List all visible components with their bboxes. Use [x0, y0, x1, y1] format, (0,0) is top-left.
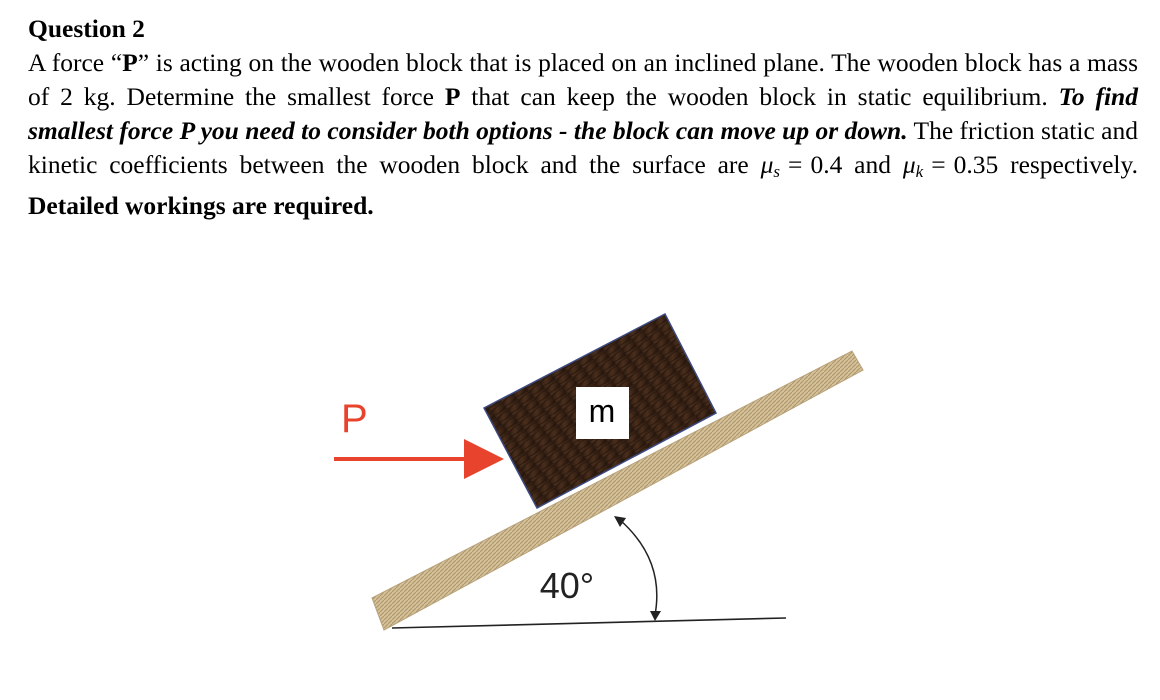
- angle-label: 40°: [539, 565, 595, 606]
- mu-s-equals: =: [788, 150, 803, 179]
- question-text-2: ” is acting on the wooden block that is placed on an inclined plane. The wooden block has a mass of 2 kg. Determine the smallest force: [28, 48, 1139, 111]
- angle-arc: [620, 520, 657, 615]
- mu-s-value: 0.4: [810, 150, 843, 179]
- question-title: Question 2: [28, 14, 145, 43]
- question-p-bold: P: [444, 82, 461, 111]
- ground-line: [392, 618, 786, 628]
- question-emphasis: To find smallest force P you need to consider both options - the block can move up or down.: [28, 82, 1138, 145]
- mu-k-equals: =: [931, 150, 946, 179]
- mu-s-symbol: μ: [760, 150, 774, 179]
- question-text-5: respectively.: [998, 150, 1138, 179]
- question-closing: Detailed workings are required.: [28, 191, 374, 220]
- angle-arc-arrowhead-top: [614, 516, 626, 527]
- mu-s-subscript: s: [773, 162, 781, 181]
- question-p-quote: P: [122, 48, 138, 77]
- and-word: and: [842, 150, 903, 179]
- mu-k-symbol: μ: [902, 150, 916, 179]
- mu-k-value: 0.35: [953, 150, 999, 179]
- question-text-3: that can keep the wooden block in static equilibrium.: [460, 82, 1059, 111]
- mass-label: m: [588, 393, 616, 429]
- question-text-4: The friction static and kinetic coefficients between the wooden block and the surface are: [28, 116, 1138, 179]
- angle-arc-arrowhead-bottom: [650, 611, 661, 621]
- question-text-1: A force “: [28, 48, 123, 77]
- mu-k-subscript: k: [915, 162, 924, 181]
- force-label: P: [341, 397, 368, 441]
